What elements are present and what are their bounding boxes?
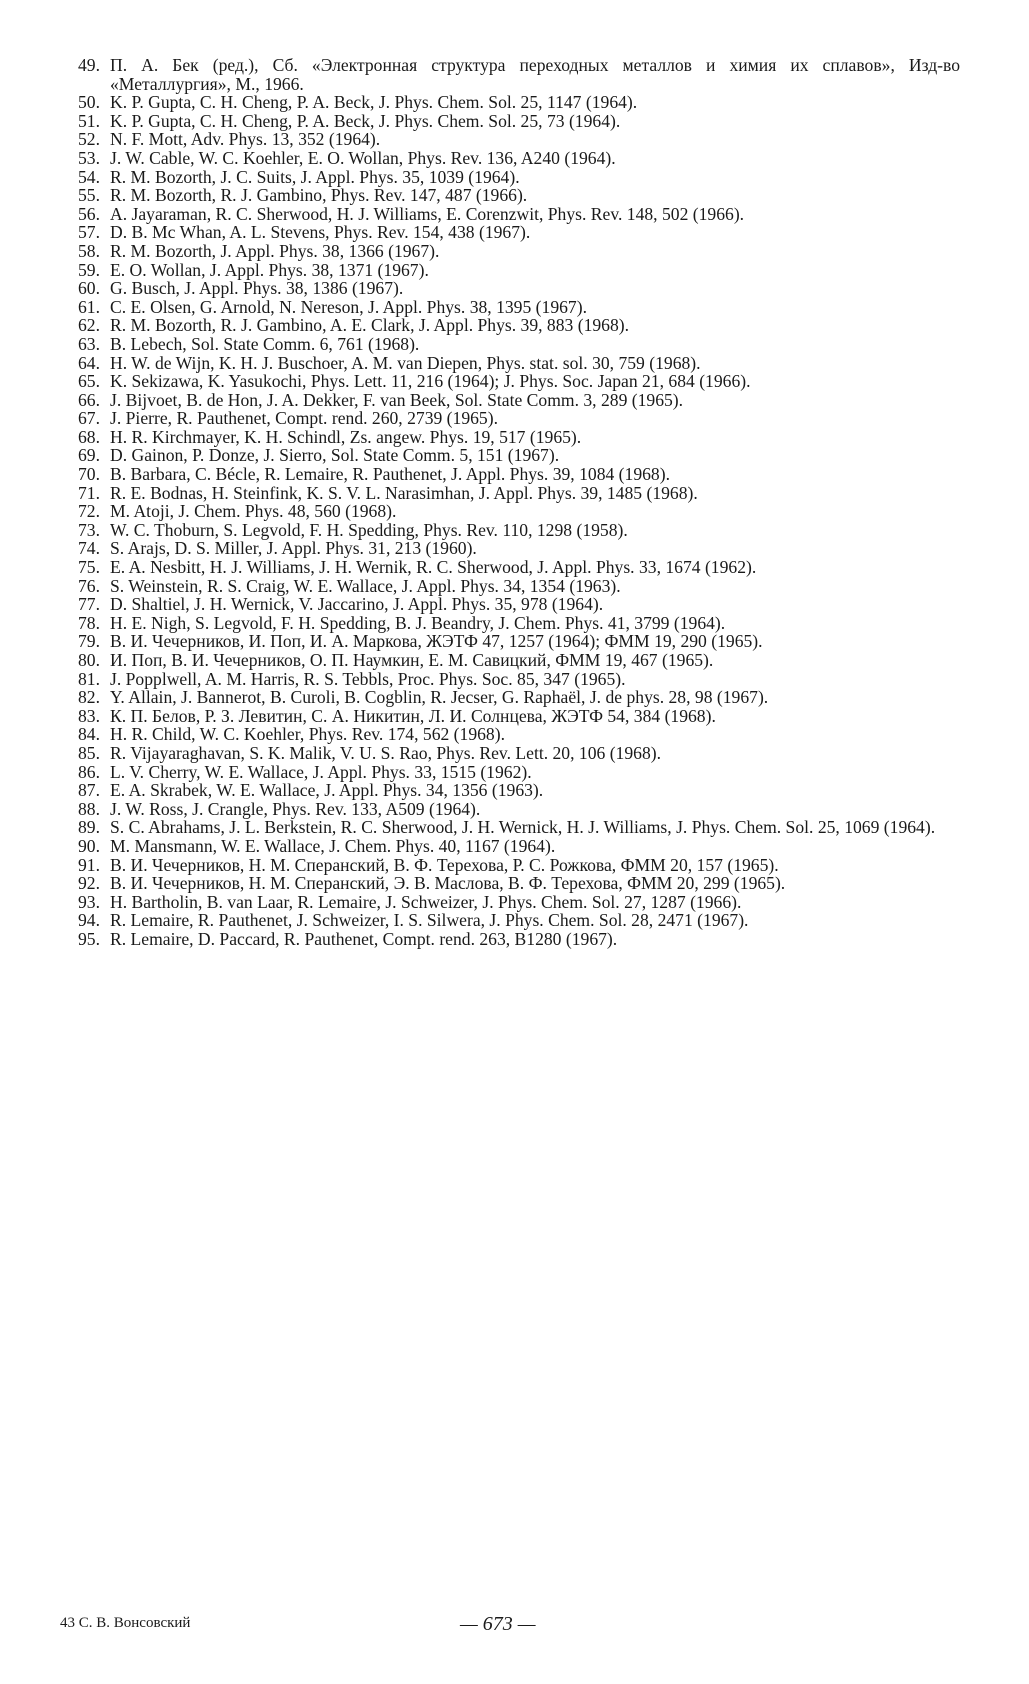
reference-number: 81. [78, 668, 100, 689]
reference-item [48, 112, 960, 131]
reference-item [48, 56, 960, 93]
reference-list [48, 56, 960, 949]
reference-text: Y. Allain, J. Bannerot, B. Curoli, B. Cogblin, R. Jecser, G. Raphaël, J. de phys. 28, 98 (1967). [110, 687, 769, 708]
reference-item [48, 502, 960, 521]
reference-item [48, 354, 960, 373]
reference-item [48, 911, 960, 930]
reference-number: 66. [78, 389, 100, 410]
reference-text: G. Busch, J. Appl. Phys. 38, 1386 (1967). [110, 278, 404, 299]
reference-text: H. R. Kirchmayer, K. H. Schindl, Zs. angew. Phys. 19, 517 (1965). [110, 426, 582, 447]
reference-text: J. W. Cable, W. C. Koehler, E. O. Wollan, Phys. Rev. 136, A240 (1964). [110, 147, 616, 168]
reference-text: N. F. Mott, Adv. Phys. 13, 352 (1964). [110, 129, 381, 150]
reference-number: 76. [78, 575, 100, 596]
reference-item [48, 707, 960, 726]
reference-number: 50. [78, 92, 100, 113]
reference-number: 56. [78, 203, 100, 224]
reference-text: R. Vijayaraghavan, S. K. Malik, V. U. S. Rao, Phys. Rev. Lett. 20, 106 (1968). [110, 742, 661, 763]
reference-item [48, 316, 960, 335]
reference-number: 87. [78, 780, 100, 801]
reference-text: K. Sekizawa, K. Yasukochi, Phys. Lett. 11, 216 (1964); J. Phys. Soc. Japan 21, 684 (1966). [110, 371, 751, 392]
reference-item [48, 242, 960, 261]
reference-text: K. P. Gupta, C. H. Cheng, P. A. Beck, J. Phys. Chem. Sol. 25, 73 (1964). [110, 110, 621, 131]
reference-item [48, 781, 960, 800]
reference-text: H. E. Nigh, S. Legvold, F. H. Spedding, B. J. Beandry, J. Chem. Phys. 41, 3799 (1964). [110, 612, 726, 633]
reference-number: 91. [78, 854, 100, 875]
reference-number: 75. [78, 557, 100, 578]
reference-item [48, 186, 960, 205]
reference-item [48, 688, 960, 707]
reference-number: 78. [78, 612, 100, 633]
reference-text: H. R. Child, W. C. Koehler, Phys. Rev. 174, 562 (1968). [110, 724, 505, 745]
reference-item [48, 874, 960, 893]
reference-number: 92. [78, 873, 100, 894]
reference-number: 89. [78, 817, 100, 838]
reference-item [48, 930, 960, 949]
reference-number: 79. [78, 631, 100, 652]
reference-number: 82. [78, 687, 100, 708]
reference-number: 70. [78, 464, 100, 485]
reference-item [48, 372, 960, 391]
reference-item [48, 651, 960, 670]
reference-text: D. B. Mc Whan, A. L. Stevens, Phys. Rev. 154, 438 (1967). [110, 222, 531, 243]
reference-text: J. W. Ross, J. Crangle, Phys. Rev. 133, A509 (1964). [110, 798, 481, 819]
reference-text: В. И. Чечерников, Н. М. Сперанский, Э. В. Маслова, В. Ф. Терехова, ФММ 20, 299 (1965). [110, 873, 786, 894]
reference-text: E. A. Nesbitt, H. J. Williams, J. H. Wernik, R. C. Sherwood, J. Appl. Phys. 33, 1674 (1962). [110, 557, 757, 578]
reference-number: 54. [78, 166, 100, 187]
reference-number: 52. [78, 129, 100, 150]
reference-number: 80. [78, 650, 100, 670]
reference-item [48, 409, 960, 428]
reference-text: M. Atoji, J. Chem. Phys. 48, 560 (1968). [110, 501, 397, 522]
reference-text: И. Поп, В. И. Чечерников, О. П. Наумкин, Е. М. Савицкий, ФММ 19, 467 (1965). [110, 650, 714, 670]
reference-text: D. Gainon, P. Donze, J. Sierro, Sol. State Comm. 5, 151 (1967). [110, 445, 560, 466]
reference-text: L. V. Cherry, W. E. Wallace, J. Appl. Phys. 33, 1515 (1962). [110, 761, 532, 782]
reference-item [48, 763, 960, 782]
reference-number: 71. [78, 482, 100, 503]
reference-number: 74. [78, 538, 100, 559]
reference-text: R. Lemaire, R. Pauthenet, J. Schweizer, I. S. Silwera, J. Phys. Chem. Sol. 28, 2471 (1967). [110, 910, 749, 931]
reference-text: R. Lemaire, D. Paccard, R. Pauthenet, Compt. rend. 263, B1280 (1967). [110, 928, 618, 949]
reference-number: 64. [78, 352, 100, 373]
reference-text: S. Arajs, D. S. Miller, J. Appl. Phys. 31, 213 (1960). [110, 538, 477, 559]
reference-text: К. П. Белов, Р. З. Левитин, С. А. Никитин, Л. И. Солнцева, ЖЭТФ 54, 384 (1968). [110, 705, 716, 726]
reference-item [48, 632, 960, 651]
reference-item [48, 465, 960, 484]
printer-signature: 43 С. В. Вонсовский [60, 1615, 191, 1631]
reference-text: R. M. Bozorth, R. J. Gambino, Phys. Rev. 147, 487 (1966). [110, 185, 528, 206]
reference-text: H. Bartholin, B. van Laar, R. Lemaire, J. Schweizer, J. Phys. Chem. Sol. 27, 1287 (1966). [110, 891, 742, 912]
reference-number: 90. [78, 835, 100, 856]
reference-text: S. Weinstein, R. S. Craig, W. E. Wallace, J. Appl. Phys. 34, 1354 (1963). [110, 575, 621, 596]
reference-item [48, 577, 960, 596]
reference-text: S. C. Abrahams, J. L. Berkstein, R. C. Sherwood, J. H. Wernick, H. J. Williams, J. Phys. Chem. Sol. 25, 1069 (1964). [110, 817, 936, 838]
reference-text: B. Lebech, Sol. State Comm. 6, 761 (1968). [110, 333, 420, 354]
reference-item [48, 893, 960, 912]
reference-item [48, 205, 960, 224]
reference-text: M. Mansmann, W. E. Wallace, J. Chem. Phys. 40, 1167 (1964). [110, 835, 556, 856]
reference-number: 77. [78, 594, 100, 615]
reference-text: R. M. Bozorth, R. J. Gambino, A. E. Clark, J. Appl. Phys. 39, 883 (1968). [110, 315, 630, 336]
reference-number: 65. [78, 371, 100, 392]
page-number: — 673 — [460, 1613, 536, 1635]
reference-number: 94. [78, 910, 100, 931]
reference-item [48, 856, 960, 875]
reference-text: W. C. Thoburn, S. Legvold, F. H. Spedding, Phys. Rev. 110, 1298 (1958). [110, 519, 628, 540]
reference-text: J. Popplwell, A. M. Harris, R. S. Tebbls, Proc. Phys. Soc. 85, 347 (1965). [110, 668, 626, 689]
reference-text: R. E. Bodnas, H. Steinfink, K. S. V. L. Narasimhan, J. Appl. Phys. 39, 1485 (1968). [110, 482, 698, 503]
reference-item [48, 521, 960, 540]
reference-number: 49. [78, 55, 100, 75]
reference-item [48, 261, 960, 280]
reference-number: 73. [78, 519, 100, 540]
reference-text: H. W. de Wijn, K. H. J. Buschoer, A. M. van Diepen, Phys. stat. sol. 30, 759 (1968). [110, 352, 701, 373]
reference-number: 61. [78, 296, 100, 317]
reference-item [48, 130, 960, 149]
reference-number: 95. [78, 928, 100, 949]
reference-text: R. M. Bozorth, J. Appl. Phys. 38, 1366 (1967). [110, 240, 440, 261]
reference-text: E. O. Wollan, J. Appl. Phys. 38, 1371 (1967). [110, 259, 429, 280]
reference-item [48, 558, 960, 577]
reference-number: 63. [78, 333, 100, 354]
reference-number: 51. [78, 110, 100, 131]
reference-text: K. P. Gupta, C. H. Cheng, P. A. Beck, J. Phys. Chem. Sol. 25, 1147 (1964). [110, 92, 638, 113]
reference-text: D. Shaltiel, J. H. Wernick, V. Jaccarino, J. Appl. Phys. 35, 978 (1964). [110, 594, 604, 615]
reference-text: В. И. Чечерников, И. Поп, И. А. Маркова, ЖЭТФ 47, 1257 (1964); ФММ 19, 290 (1965). [110, 631, 763, 652]
reference-text: J. Bijvoet, B. de Hon, J. A. Dekker, F. van Beek, Sol. State Comm. 3, 289 (1965). [110, 389, 684, 410]
reference-number: 62. [78, 315, 100, 336]
reference-item [48, 484, 960, 503]
reference-number: 93. [78, 891, 100, 912]
reference-text: J. Pierre, R. Pauthenet, Compt. rend. 260, 2739 (1965). [110, 408, 498, 429]
reference-item [48, 744, 960, 763]
reference-item [48, 539, 960, 558]
reference-item [48, 335, 960, 354]
reference-number: 68. [78, 426, 100, 447]
reference-text: B. Barbara, C. Bécle, R. Lemaire, R. Pauthenet, J. Appl. Phys. 39, 1084 (1968). [110, 464, 670, 485]
reference-item [48, 818, 960, 837]
reference-item [48, 837, 960, 856]
reference-item [48, 725, 960, 744]
reference-number: 53. [78, 147, 100, 168]
page-footer [60, 1613, 960, 1637]
reference-text: A. Jayaraman, R. C. Sherwood, H. J. Williams, E. Corenzwit, Phys. Rev. 148, 502 (1966). [110, 203, 745, 224]
reference-number: 72. [78, 501, 100, 522]
reference-number: 58. [78, 240, 100, 261]
reference-item [48, 428, 960, 447]
reference-item [48, 223, 960, 242]
reference-item [48, 595, 960, 614]
reference-item [48, 800, 960, 819]
reference-item [48, 670, 960, 689]
reference-number: 55. [78, 185, 100, 206]
reference-text: R. M. Bozorth, J. C. Suits, J. Appl. Phys. 35, 1039 (1964). [110, 166, 520, 187]
reference-item [48, 93, 960, 112]
reference-number: 67. [78, 408, 100, 429]
reference-text: E. A. Skrabek, W. E. Wallace, J. Appl. Phys. 34, 1356 (1963). [110, 780, 544, 801]
reference-number: 84. [78, 724, 100, 745]
reference-text: П. А. Бек (ред.), Сб. «Электронная структура переходных металлов и химия их сплавов», Изд-во «Металлургия», М., 1966. [110, 55, 960, 94]
reference-number: 60. [78, 278, 100, 299]
reference-item [48, 391, 960, 410]
reference-item [48, 279, 960, 298]
reference-text: C. E. Olsen, G. Arnold, N. Nereson, J. Appl. Phys. 38, 1395 (1967). [110, 296, 587, 317]
reference-item [48, 614, 960, 633]
reference-item [48, 168, 960, 187]
reference-number: 86. [78, 761, 100, 782]
reference-number: 85. [78, 742, 100, 763]
reference-number: 59. [78, 259, 100, 280]
reference-number: 69. [78, 445, 100, 466]
reference-item [48, 149, 960, 168]
reference-number: 88. [78, 798, 100, 819]
reference-item [48, 446, 960, 465]
reference-number: 83. [78, 705, 100, 726]
reference-item [48, 298, 960, 317]
reference-number: 57. [78, 222, 100, 243]
reference-text: В. И. Чечерников, Н. М. Сперанский, В. Ф. Терехова, Р. С. Рожкова, ФММ 20, 157 (1965). [110, 854, 779, 875]
